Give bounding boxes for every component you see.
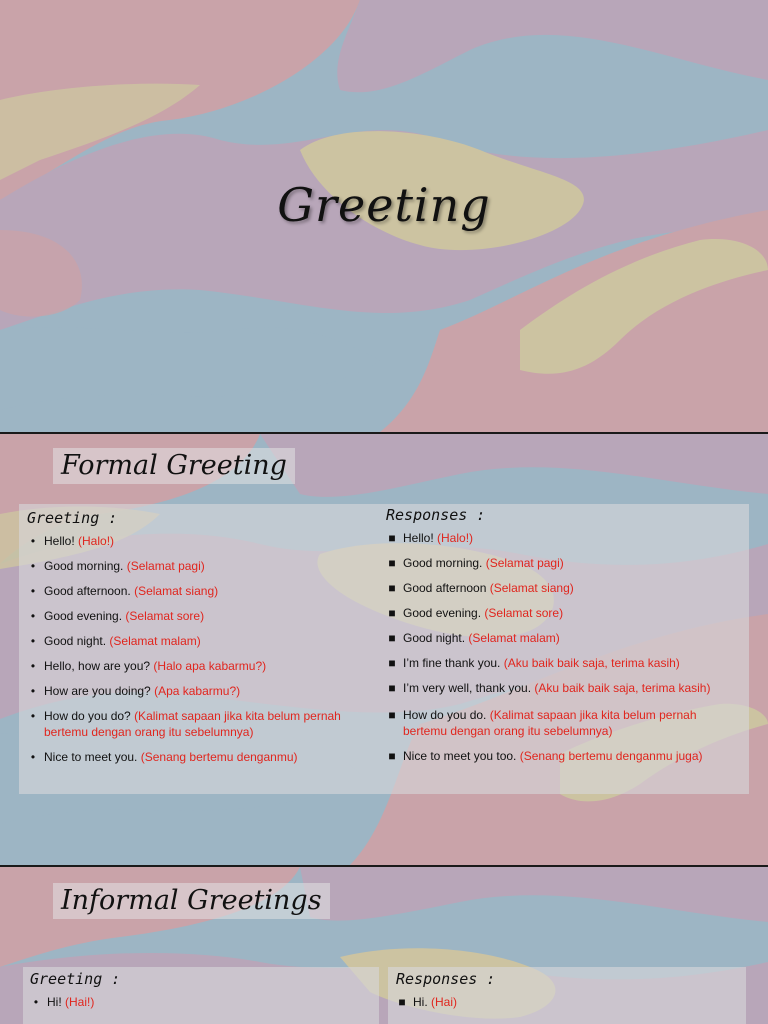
indonesian-translation: (Aku baik baik saja, terima kasih) — [503, 656, 680, 670]
indonesian-translation: (Aku baik baik saja, terima kasih) — [534, 681, 711, 695]
responses-heading: Responses : — [386, 506, 486, 524]
indonesian-translation: (Apa kabarmu?) — [154, 684, 241, 698]
indonesian-translation: (Halo apa kabarmu?) — [153, 659, 267, 673]
english-phrase: Nice to meet you too. — [403, 749, 520, 763]
bullet-icon: ■ — [388, 531, 396, 545]
bullet-icon: ■ — [398, 995, 406, 1009]
bullet-icon: ■ — [388, 749, 396, 763]
informal-greetings-slide — [0, 867, 768, 1024]
indonesian-translation: (Kalimat sapaan jika kita belum pernah bertemu dengan orang itu sebelumnya) — [403, 708, 697, 738]
bullet-icon: • — [30, 609, 36, 623]
english-phrase: How do you do. — [403, 708, 490, 722]
english-phrase: Hi. — [413, 995, 431, 1009]
english-phrase: How do you do? — [44, 709, 135, 723]
bullet-icon: ■ — [388, 556, 396, 570]
responses-column — [396, 970, 736, 1010]
english-phrase: Good morning. — [44, 559, 127, 573]
list-item — [27, 558, 377, 574]
english-phrase: Hello! — [44, 534, 79, 548]
list-item — [386, 605, 742, 621]
responses-list — [386, 530, 742, 764]
greeting-panel — [23, 967, 379, 1024]
indonesian-translation: (Selamat malam) — [109, 634, 201, 648]
indonesian-translation: (Selamat sore) — [125, 609, 205, 623]
responses-column — [386, 506, 742, 764]
greeting-column — [27, 509, 377, 765]
english-phrase: Good evening. — [44, 609, 126, 623]
indonesian-translation: (Selamat sore) — [484, 606, 564, 620]
bullet-icon: ■ — [388, 606, 396, 620]
english-phrase: Nice to meet you. — [44, 750, 141, 764]
english-phrase: I’m fine thank you. — [403, 656, 504, 670]
bullet-icon: • — [30, 634, 36, 648]
bullet-icon: ■ — [388, 681, 396, 695]
list-item — [386, 555, 742, 571]
indonesian-translation: (Hai!) — [65, 995, 95, 1009]
list-item — [27, 608, 377, 624]
list-item — [386, 580, 742, 596]
list-item — [27, 658, 377, 674]
greeting-column — [30, 970, 370, 1010]
bullet-icon: • — [30, 709, 36, 723]
english-phrase: How are you doing? — [44, 684, 155, 698]
bullet-icon: • — [33, 995, 39, 1009]
english-phrase: Good afternoon. — [44, 584, 135, 598]
bullet-icon: ■ — [388, 708, 396, 722]
english-phrase: Good morning. — [403, 556, 486, 570]
indonesian-translation: (Selamat siang) — [489, 581, 574, 595]
english-phrase: Hello! — [403, 531, 438, 545]
english-phrase: Good evening. — [403, 606, 485, 620]
bullet-icon: • — [30, 684, 36, 698]
list-item — [27, 749, 377, 765]
list-item — [396, 994, 736, 1010]
list-item — [386, 630, 742, 646]
list-item — [386, 748, 742, 764]
bullet-icon: ■ — [388, 656, 396, 670]
list-item — [386, 655, 742, 671]
greeting-list — [27, 533, 377, 765]
list-item — [27, 683, 377, 699]
english-phrase: Hi! — [47, 995, 65, 1009]
bullet-icon: • — [30, 659, 36, 673]
english-phrase: I’m very well, thank you. — [403, 681, 535, 695]
responses-panel — [388, 967, 746, 1024]
responses-heading: Responses : — [396, 970, 496, 988]
slide-title: Formal Greeting — [53, 448, 295, 484]
indonesian-translation: (Senang bertemu denganmu juga) — [519, 749, 703, 763]
greeting-heading: Greeting : — [30, 970, 121, 988]
slide-title: Informal Greetings — [53, 883, 330, 919]
english-phrase: Good night. — [44, 634, 110, 648]
list-item — [27, 708, 377, 740]
list-item — [386, 707, 742, 739]
list-item — [27, 583, 377, 599]
responses-list — [396, 994, 736, 1010]
bullet-icon: • — [30, 559, 36, 573]
main-title: Greeting — [277, 178, 491, 232]
list-item — [386, 530, 742, 546]
bullet-icon: ■ — [388, 631, 396, 645]
english-phrase: Hello, how are you? — [44, 659, 154, 673]
list-item — [27, 533, 377, 549]
indonesian-translation: (Kalimat sapaan jika kita belum pernah bertemu dengan orang itu sebelumnya) — [44, 709, 341, 739]
list-item — [27, 633, 377, 649]
bullet-icon: • — [30, 584, 36, 598]
indonesian-translation: (Halo!) — [437, 531, 474, 545]
indonesian-translation: (Senang bertemu denganmu) — [140, 750, 298, 764]
bullet-icon: • — [30, 534, 36, 548]
indonesian-translation: (Hai) — [431, 995, 457, 1009]
formal-greeting-slide — [0, 434, 768, 865]
bullet-icon: • — [30, 750, 36, 764]
list-item — [386, 680, 742, 696]
greeting-heading: Greeting : — [27, 509, 118, 527]
english-phrase: Good afternoon — [403, 581, 490, 595]
content-panel — [19, 504, 749, 794]
greeting-list — [30, 994, 370, 1010]
title-slide — [0, 0, 768, 432]
indonesian-translation: (Selamat pagi) — [126, 559, 205, 573]
english-phrase: Good night. — [403, 631, 469, 645]
bullet-icon: ■ — [388, 581, 396, 595]
indonesian-translation: (Halo!) — [78, 534, 115, 548]
indonesian-translation: (Selamat siang) — [134, 584, 219, 598]
indonesian-translation: (Selamat pagi) — [485, 556, 564, 570]
indonesian-translation: (Selamat malam) — [468, 631, 560, 645]
list-item — [30, 994, 370, 1010]
